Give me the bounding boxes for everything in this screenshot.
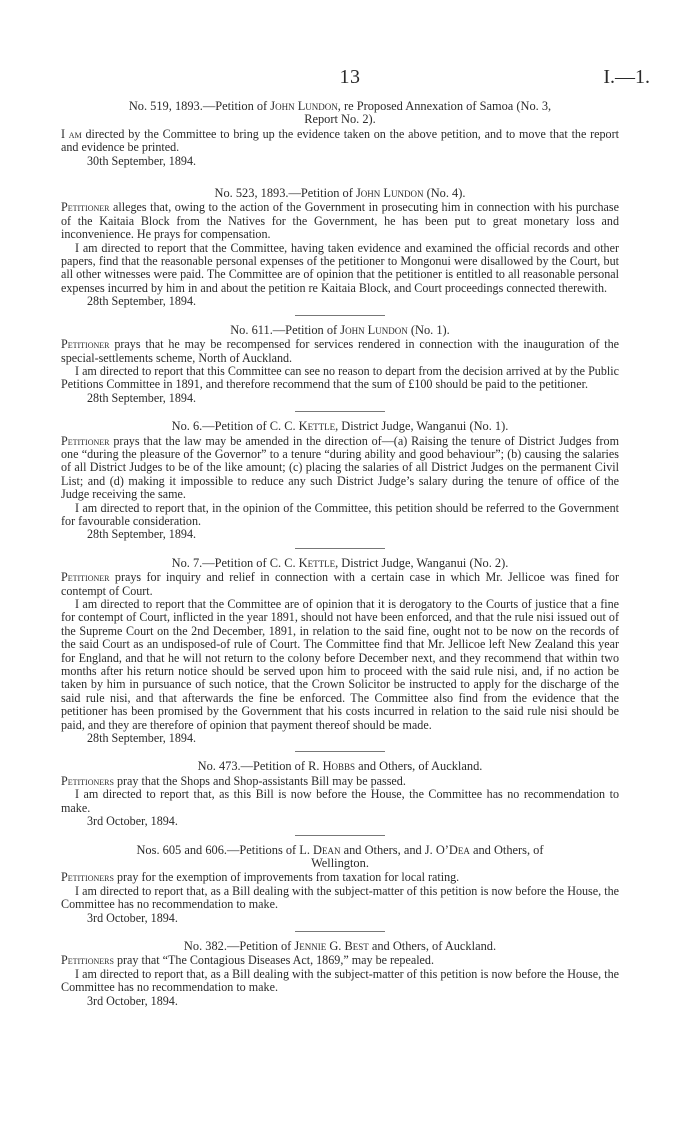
- petition-title: [61, 760, 619, 773]
- report-date: 28th September, 1894.: [87, 294, 197, 309]
- report-date: 28th September, 1894.: [87, 390, 197, 405]
- section-divider: [295, 931, 385, 932]
- paragraph: [61, 571, 619, 598]
- report-date: 28th September, 1894.: [87, 731, 197, 746]
- petitioner-name: Kettle: [298, 555, 336, 570]
- section-divider: [295, 548, 385, 549]
- petition-section-519: [61, 100, 619, 168]
- petition-title: [61, 100, 619, 127]
- paragraph: I am directed to report that, as a Bill dealing with the subject-matter of this petition is now before the House, the Committee has no recommendation to make.: [61, 883, 619, 912]
- paragraph-text: alleges that, owing to the action of the Government in prosecuting him in connection with his purchase of the Kaitaia Block from the Natives for the Government, he has been put to great monetary loss and inconvenience. He prays for compensation.: [61, 200, 619, 242]
- petition-title: [61, 844, 619, 871]
- title-text: No. 473.—Petition of R.: [197, 759, 323, 774]
- paragraph: [61, 871, 619, 884]
- petition-section-7: [61, 557, 619, 746]
- paragraph: [61, 338, 619, 365]
- report-date: 30th September, 1894.: [87, 153, 197, 168]
- title-text: and Others, and J.: [340, 842, 436, 857]
- title-text: No. 519, 1893.—Petition of: [128, 99, 271, 113]
- paragraph: [61, 435, 619, 502]
- paragraph: [61, 128, 619, 155]
- paragraph-text: prays that he may be recompensed for services rendered in connection with the inauguration of the special-settlements scheme, North of Auckland.: [61, 337, 619, 365]
- paragraph: [61, 954, 619, 967]
- section-divider: [295, 835, 385, 836]
- lead-word: Petitioner: [61, 200, 110, 215]
- page-number: 13: [339, 66, 361, 88]
- paragraph-text: prays that the law may be amended in the direction of—(a) Raising the tenure of District Judges from one “during the pleasure of the Governor” to a tenure “during ability and good behaviour”; (b) causing the salaries of all District Judges to be of the like amount; (c) placing the salaries of all District Judges on the permanent Civil List; and (d) making it impossible to reduce any such District Judge’s salary during the tenure of office of the Judge receiving the same.: [61, 433, 619, 502]
- title-text: , District Judge, Wanganui (No. 2).: [335, 555, 509, 570]
- title-text: No. 382.—Petition of: [183, 938, 295, 953]
- document-body: [61, 100, 619, 1008]
- title-text: No. 611.—Petition of: [230, 322, 341, 337]
- report-date: 3rd October, 1894.: [87, 993, 178, 1008]
- petition-section-523: [61, 187, 619, 309]
- paragraph: [61, 775, 619, 788]
- paragraph-text: pray that “The Contagious Diseases Act, 1869,” may be repealed.: [113, 953, 435, 968]
- petition-section-473: [61, 760, 619, 828]
- paragraph: I am directed to report that the Committee, having taken evidence and examined the official records and other papers, find that the reasonable personal expenses of the petitioner to Mongonui were disallowed by the Court, but all other witnesses were paid. The Committee are of opinion that the petitioner is entitled to all reasonable personal expenses incurred by him in and about the petition re Kaitaia Block, and Court proceedings connected therewith.: [61, 240, 619, 295]
- paragraph-text: prays for inquiry and relief in connection with a certain case in which Mr. Jellicoe was fined for contempt of Court.: [61, 570, 619, 598]
- petition-title: [61, 940, 619, 953]
- petition-section-605-606: [61, 844, 619, 925]
- lead-word: Petitioners: [61, 953, 114, 968]
- title-text: No. 7.—Petition of C. C.: [171, 555, 299, 570]
- lead-word: Petitioners: [61, 773, 114, 788]
- paragraph-text: pray that the Shops and Shop-assistants Bill may be passed.: [113, 773, 406, 788]
- title-text: , re Proposed Annexation of Samoa (No. 3,: [337, 99, 552, 113]
- petition-title: [61, 420, 619, 433]
- paragraph: [61, 201, 619, 241]
- petitioner-name: Jennie G. Best: [294, 938, 369, 953]
- title-text: No. 6.—Petition of C. C.: [171, 419, 299, 434]
- petitioner-name: John Lundon: [270, 99, 338, 113]
- report-date: 28th September, 1894.: [87, 527, 197, 542]
- paragraph-text: directed by the Committee to bring up the evidence taken on the above petition, and to move that the report and evidence be printed.: [61, 126, 619, 155]
- title-text: Nos. 605 and 606.—Petitions of L.: [136, 842, 314, 857]
- title-text: No. 523, 1893.—Petition of: [214, 186, 356, 201]
- petition-section-382: [61, 940, 619, 1008]
- petition-section-6: [61, 420, 619, 542]
- lead-word: Petitioner: [61, 433, 110, 448]
- paragraph: I am directed to report that, in the opinion of the Committee, this petition should be referred to the Government for favourable consideration.: [61, 500, 619, 528]
- lead-word: I am: [61, 126, 82, 141]
- section-divider: [295, 411, 385, 412]
- title-text: (No. 4).: [423, 186, 466, 201]
- petitioner-name: Kettle: [298, 419, 336, 434]
- petitioner-name: John Lundon: [340, 322, 408, 337]
- petition-title: [61, 557, 619, 570]
- petitioner-name: Hobbs: [322, 759, 356, 774]
- report-date: 3rd October, 1894.: [87, 910, 178, 925]
- paragraph: I am directed to report that, as a Bill dealing with the subject-matter of this petition is now before the House, the Committee has no recommendation to make.: [61, 966, 619, 995]
- lead-word: Petitioner: [61, 570, 110, 585]
- title-text: (No. 1).: [407, 322, 450, 337]
- title-text: , District Judge, Wanganui (No. 1).: [335, 419, 509, 434]
- petition-section-611: [61, 324, 619, 405]
- petition-title: [61, 187, 619, 200]
- paragraph: I am directed to report that, as this Bill is now before the House, the Committee has no recommendation to make.: [61, 787, 619, 815]
- section-divider: [295, 315, 385, 316]
- lead-word: Petitioner: [61, 337, 110, 352]
- title-text: Report No. 2).: [304, 112, 376, 127]
- petitioner-name: John Lundon: [355, 186, 424, 201]
- lead-word: Petitioners: [61, 870, 114, 885]
- title-text: and Others, of Auckland.: [368, 938, 497, 953]
- petitioner-name: O’Dea: [435, 842, 470, 857]
- petition-title: [61, 324, 619, 337]
- paragraph: I am directed to report that this Committee can see no reason to depart from the decision arrived at by the Public Petitions Committee in 1891, and therefore recommend that the sum of £100 should be paid to the petitioner.: [61, 363, 619, 392]
- title-text: and Others, of: [469, 842, 544, 857]
- title-text: and Others, of Auckland.: [355, 759, 483, 774]
- title-text: Wellington.: [311, 855, 369, 870]
- paragraph: I am directed to report that the Committee are of opinion that it is derogatory to the Courts of justice that a fine for contempt of Court, inflicted in the year 1891, should not have been enforced, and that the rule nisi issued out of the Supreme Court on the 2nd December, 1891, in relation to the said fine, ought not to be now on the records of the said Court as an undisposed-of rule of Court. The Committee find that Mr. Jellicoe left New Zealand this year for England, and that he will not return to the colony before December next, and they recommend that within two months after his return notice should be served upon him to proceed with the said rule nisi, and, if no action be taken by him in pursuance of such notice, that the Crown Solicitor be instructed to apply for the discharge of the said rule nisi, and that afterwards the fine be enforced. The Committee also find from the evidence that the petitioner has been promised by the Government that his costs incurred in relation to the said rule nisi should be paid, and they are therefore of opinion that payment thereof should be made.: [61, 597, 619, 732]
- section-divider: [295, 751, 385, 752]
- paragraph-text: pray for the exemption of improvements from taxation for local rating.: [113, 870, 460, 885]
- paper-reference: I.—1.: [603, 66, 650, 88]
- petitioner-name: Dean: [313, 842, 341, 857]
- report-date: 3rd October, 1894.: [87, 814, 178, 829]
